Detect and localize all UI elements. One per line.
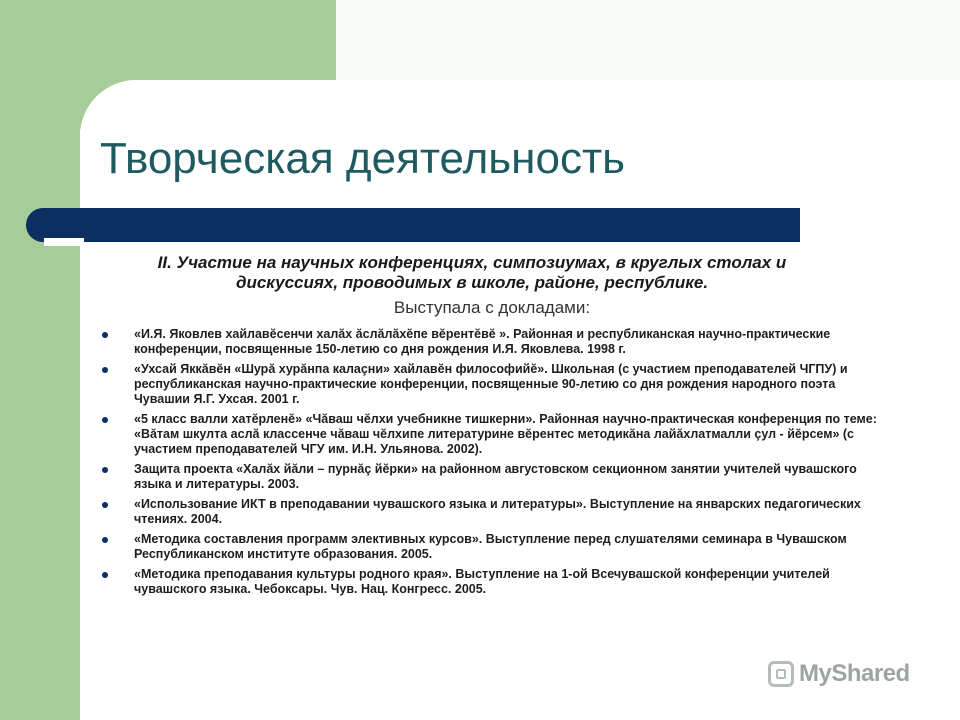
slide-title: Творческая деятельность [100,134,626,183]
list-item [98,532,878,562]
list-item [98,327,878,357]
list-item-text: Защита проекта «Халăх йăли – пурнăç йĕрки» на районном августовском секционном занятии учителей чувашского языка и литературы. 2003. [134,462,857,491]
myshared-logo-icon [768,661,794,687]
list-item-text: «Использование ИКТ в преподавании чувашского языка и литературы». Выступление на январских педагогических чтениях. 2004. [134,497,861,526]
bullet-icon [102,417,108,423]
top-faint-band [336,0,960,80]
list-item-text: «И.Я. Яковлев хайлавĕсенчи халăх ăслăлăхĕпе вĕрентĕвĕ ». Районная и республиканская научно-практические конференции, посвященные 150-летию со дня рождения И.Я. Яковлева. 1998 г. [134,327,831,356]
list-item [98,497,878,527]
list-item [98,567,878,597]
bullet-icon [102,367,108,373]
report-list [98,327,878,602]
list-item [98,362,878,407]
list-item-text: «5 класс валли хатĕрленĕ» «Чăваш чĕлхи учебникне тишкерни». Районная научно-практическая конференция по теме: «Вăтам шкулта аслă классенче чăваш чĕлхипе литературине вĕрентес методикăна лайăхлатмалли çул - йĕрсем» (с участием преподавателей ЧГУ им. И.Н. Ульянова. 2002). [134,412,877,456]
title-divider-bar [26,208,800,242]
list-item [98,412,878,457]
bullet-icon [102,332,108,338]
watermark-text: MyShared [799,660,910,687]
list-item-text: «Методика преподавания культуры родного края». Выступление на 1-ой Всечувашской конференции учителей чувашского языка. Чебоксары. Чув. Нац. Конгресс. 2005. [134,567,830,596]
intro-text: Выступала с докладами: [393,298,591,317]
bullet-icon [102,572,108,578]
list-item-text: «Ухсай Яккăвĕн «Шурă хурăнпа калаçни» хайлавĕн философийĕ». Школьная (с участием преподавателей ЧГПУ) и республиканская научно-практические конференции, посвященные 90-летию со дня рождения народного поэта Чувашии Я.Г. Ухсая. 2001 г. [134,362,848,406]
bullet-icon [102,537,108,543]
bullet-icon [102,502,108,508]
bullet-icon [102,467,108,473]
divider-notch [44,238,84,246]
list-item-text: «Методика составления программ элективных курсов». Выступление перед слушателями семинара в Чувашском Республиканском институте образования. 2005. [134,532,847,561]
section-heading: II. Участие на научных конференциях, симпозиумах, в круглых столах и дискуссиях, проводимых в школе, районе, республике. [157,253,787,292]
watermark[interactable] [768,660,910,688]
list-item [98,462,878,492]
